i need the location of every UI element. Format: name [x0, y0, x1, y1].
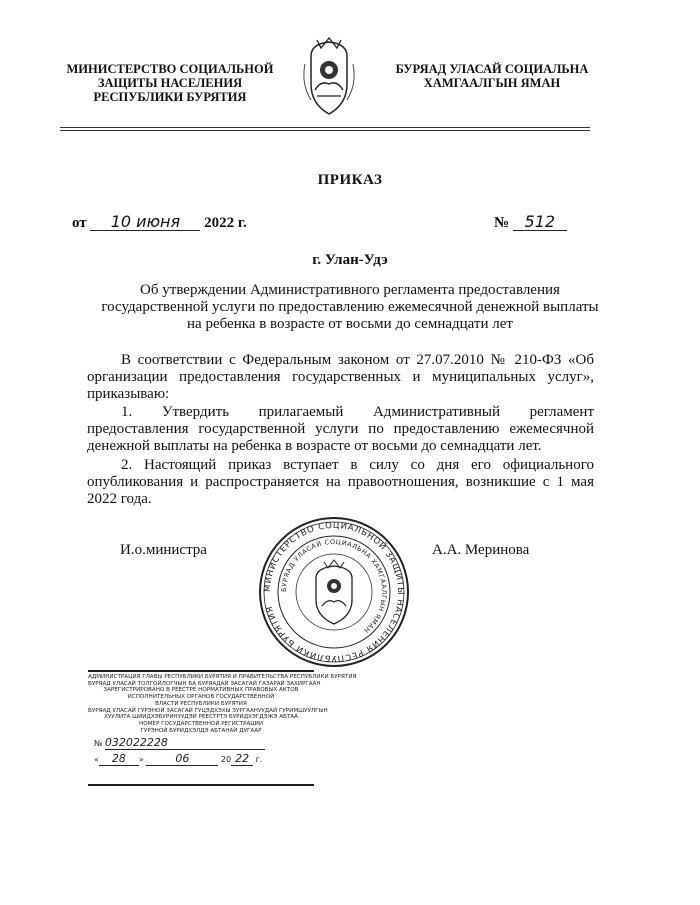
seal-inner-text: БУРЯАД УЛАСАЙ СОЦИАЛЬНА ХАМГААЛГЫН ЯМАН [279, 537, 389, 635]
stamp-line: БУРЯАД УЛАСАЙ ГУРЭНОЙ ЗАСАГАЙ ГУЦЭДХЭХЫ ЗУРГААНУУДАЙ ГУРИМШУУЛГЫН [88, 707, 328, 714]
document-number [494, 213, 567, 232]
header-right-line: ХАМГААЛГЫН ЯМАН [423, 76, 561, 90]
stamp-date-day: 28 [99, 753, 139, 766]
stamp-line: ИСПОЛНИТЕЛЬНЫХ ОРГАНОВ ГОСУДАРСТВЕННОЙ [127, 694, 275, 701]
subject-line: Об утверждении Административного регламента предоставления [140, 282, 560, 298]
stamp-number-value: 032022228 [105, 737, 265, 750]
coat-of-arms-icon [297, 34, 361, 120]
registration-stamp [88, 670, 357, 786]
stamp-date-year-prefix: 20 [220, 755, 232, 765]
date-suffix: 2022 г. [204, 215, 247, 231]
stamp-line: ГУРЭНОЙ БУРИДХЭЛДЭ АБТАНАЙ ДУГААР [140, 727, 262, 734]
signatory-name: А.А. Меринова [432, 542, 530, 558]
stamp-date-row: « 28 » 06 20 22 г. [94, 752, 263, 766]
header-right-line: БУРЯАД УЛАСАЙ СОЦИАЛЬНА [395, 62, 589, 76]
preamble-paragraph: В соответствии с Федеральным законом от 27.07.2010 № 210-ФЗ «Об организации предоставления государственных и муниципальных услуг», приказываю: [87, 352, 594, 402]
seal-outer-text: МИНИСТЕРСТВО СОЦИАЛЬНОЙ ЗАЩИТЫ НАСЕЛЕНИЯ РЕСПУБЛИКИ БУРЯТИЯ [262, 520, 406, 664]
header-divider [60, 127, 590, 128]
stamp-line: ХУУЛИТА ШИИДХЭБУРИНУУДЭЙ РЕЕСТРТЭ БУРИДХЭГДЭЖЭ АБТАА [104, 714, 298, 721]
stamp-line: ВЛАСТИ РЕСПУБЛИКИ БУРЯТИЯ [155, 700, 247, 707]
stamp-date-year-suffix: 22 [231, 753, 253, 766]
document-city: г. Улан-Удэ [312, 252, 388, 268]
header-left-line: РЕСПУБЛИКИ БУРЯТИЯ [93, 90, 247, 104]
number-handwritten: 512 [513, 213, 567, 231]
header-left-line: ЗАЩИТЫ НАСЕЛЕНИЯ [97, 76, 243, 90]
order-item-2: 2. Настоящий приказ вступает в силу со дня его официального опубликования и распространяется на правоотношения, возникшие с 1 мая 2022 года. [87, 457, 594, 507]
number-label: № [494, 215, 510, 231]
stamp-date-suffix: г. [255, 755, 263, 765]
header-left-line: МИНИСТЕРСТВО СОЦИАЛЬНОЙ [66, 62, 274, 76]
subject-line: государственной услуги по предоставлению ежемесячной денежной выплаты [101, 299, 599, 315]
date-prefix: от [72, 215, 87, 231]
stamp-line: НОМЕР ГОСУДАРСТВЕННОЙ РЕГИСТРАЦИИ [138, 720, 264, 727]
document-subject [60, 282, 640, 333]
stamp-number-label: № [94, 739, 103, 749]
stamp-date-month: 06 [146, 753, 218, 766]
stamp-number-row [88, 737, 314, 750]
order-item-1: 1. Утвердить прилагаемый Административный регламент предоставления государственной услуги по предоставлению ежемесячной денежной выплаты на ребенка в возрасте от восьми до семнадцати лет. [87, 404, 594, 454]
official-seal [258, 516, 410, 668]
date-handwritten: 10 июня [90, 213, 200, 231]
signatory-position: И.о.министра [120, 542, 207, 558]
stamp-line: БУРЯАД УЛАСАЙ ТОЛГОЙЛОГЧЫН БА БУРЯАДАЙ ЗАСАГАЙ ГАЗАРАЙ ЗАХИРГААН [88, 680, 321, 687]
header-left [55, 62, 285, 104]
subject-line: на ребенка в возрасте от восьми до семнадцати лет [187, 316, 513, 332]
header-divider [60, 130, 590, 131]
header-right [382, 62, 602, 90]
document-type: ПРИКАЗ [317, 172, 383, 188]
stamp-line: ЗАРЕГИСТРИРОВАНО В РЕЕСТРЕ НОРМАТИВНЫХ ПРАВОВЫХ АКТОВ [103, 687, 299, 694]
document-date [72, 213, 247, 232]
stamp-line: АДМИНИСТРАЦИЯ ГЛАВЫ РЕСПУБЛИКИ БУРЯТИЯ И ПРАВИТЕЛЬСТВА РЕСПУБЛИКИ БУРЯТИЯ [88, 674, 357, 680]
